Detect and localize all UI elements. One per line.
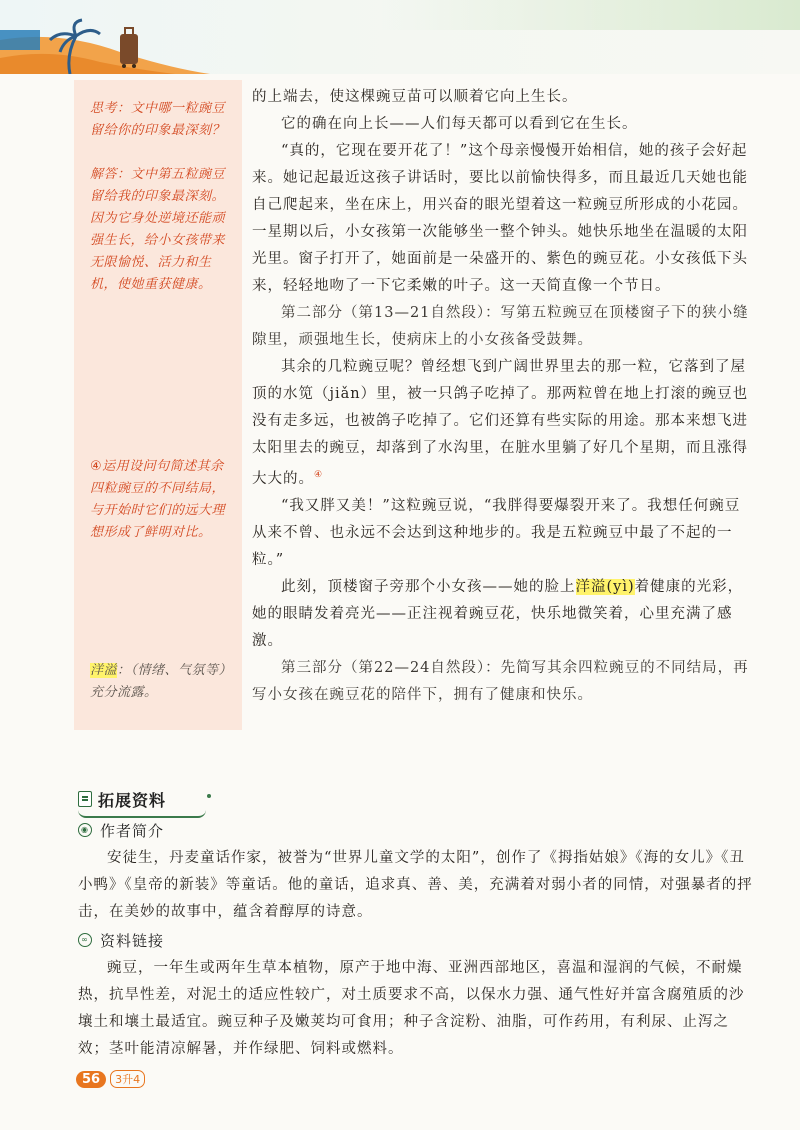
section-summary: 第三部分（第22—24自然段）：先简写其余四粒豌豆的不同结局，再写小女孩在豌豆花的陪伴下，拥有了健康和快乐。 — [252, 659, 749, 703]
paragraph: 的上端去，使这棵豌豆苗可以顺着它向上生长。 — [252, 89, 578, 105]
vocab-note — [90, 660, 236, 704]
highlighted-word: 洋溢(yì) — [575, 578, 635, 595]
annotation-note-4: ④运用设问句简述其余四粒豌豆的不同结局，与开始时它们的远大理想形成了鲜明对比。 — [90, 459, 226, 540]
page-number — [76, 1070, 145, 1088]
link-heading — [78, 929, 164, 951]
header-green-wash — [380, 0, 800, 30]
annotation-marker: ④ — [314, 470, 323, 480]
page-number-value: 56 — [76, 1071, 106, 1088]
grade-badge: 3升4 — [110, 1070, 145, 1088]
link-text: 豌豆，一年生或两年生草本植物，原产于地中海、亚洲西部地区，喜温和湿润的气候，不耐燥热，抗旱性差，对泥土的适应性较广，对土质要求不高，以保水力强、通气性好并富含腐殖质的沙壤土和壤土最适宜。豌豆种子及嫩荚均可食用；种子含淀粉、油脂，可作药用，有利尿、止泻之效；茎叶能清凉解暑，并作绿肥、饲料或燃料。 — [78, 960, 745, 1057]
think-question-note: 思考：文中哪一粒豌豆留给你的印象最深刻？ — [90, 101, 226, 138]
paragraph: 此刻，顶楼窗子旁那个小女孩——她的脸上洋溢(yì)着健康的光彩，她的眼睛发着亮光——正注视着豌豆花，快乐地微笑着，心里充满了感激。 — [252, 578, 744, 649]
person-icon: ◉ — [78, 823, 92, 837]
paragraph: 其余的几粒豌豆呢？曾经想飞到广阔世界里去的那一粒，它落到了屋顶的水笕（jiǎn）里，被一只鸽子吃掉了。那两粒曾在地上打滚的豌豆也没有走多远，也被鸽子吃掉了。它们还算有些实际的用途。那本来想飞进太阳里去的豌豆，却落到了水沟里，在脏水里躺了好几个星期，而且涨得大大的。④ — [252, 359, 749, 487]
author-heading-label: 作者简介 — [100, 821, 165, 840]
paragraph: “我又胖又美！”这粒豌豆说，“我胖得要爆裂开来了。我想任何豌豆从来不曾、也永远不会达到这种地步的。我是五粒豌豆中最了不起的一粒。” — [252, 497, 741, 568]
beach-illustration — [0, 0, 220, 74]
heading-dot — [207, 794, 211, 798]
heading-underline — [78, 810, 206, 818]
link-icon: ∞ — [78, 933, 92, 947]
book-icon — [78, 791, 92, 807]
link-heading-label: 资料链接 — [100, 931, 165, 950]
author-heading — [78, 819, 164, 841]
answer-note: 解答：文中第五粒豌豆留给我的印象最深刻。因为它身处逆境还能顽强生长，给小女孩带来无限愉悦、活力和生机，使她重获健康。 — [90, 167, 226, 292]
extension-title: 拓展资料 — [98, 790, 167, 810]
vocab-definition: ：（情绪、气氛等）充分流露。 — [90, 663, 233, 700]
vocab-word: 洋溢 — [90, 663, 118, 678]
main-text — [252, 84, 752, 709]
author-text: 安徒生，丹麦童话作家，被誉为“世界儿童文学的太阳”，创作了《拇指姑娘》《海的女儿》《丑小鸭》《皇帝的新装》等童话。他的童话，追求真、善、美，充满着对弱小者的同情，对强暴者的抨击，在美妙的故事中，蕴含着醇厚的诗意。 — [78, 850, 753, 920]
section-summary: 第二部分（第13—21自然段）：写第五粒豌豆在顶楼窗子下的狭小缝隙里，顽强地生长，使病床上的小女孩备受鼓舞。 — [252, 305, 749, 348]
paragraph: 它的确在向上长——人们每天都可以看到它在生长。 — [281, 116, 638, 132]
paragraph: “真的，它现在要开花了！”这个母亲慢慢开始相信，她的孩子会好起来。她记起最近这孩子讲话时，要比以前愉快得多，而且最近几天她也能自己爬起来，坐在床上，用兴奋的眼光望着这一粒豌豆所形成的小花园。一星期以后，小女孩第一次能够坐一整个钟头。她快乐地坐在温暖的太阳光里。窗子打开了，她面前是一朵盛开的、紫色的豌豆花。小女孩低下头来，轻轻地吻了一下它柔嫩的叶子。这一天简直像一个节日。 — [252, 143, 748, 294]
header-banner — [0, 0, 800, 74]
extension-heading — [78, 786, 166, 812]
